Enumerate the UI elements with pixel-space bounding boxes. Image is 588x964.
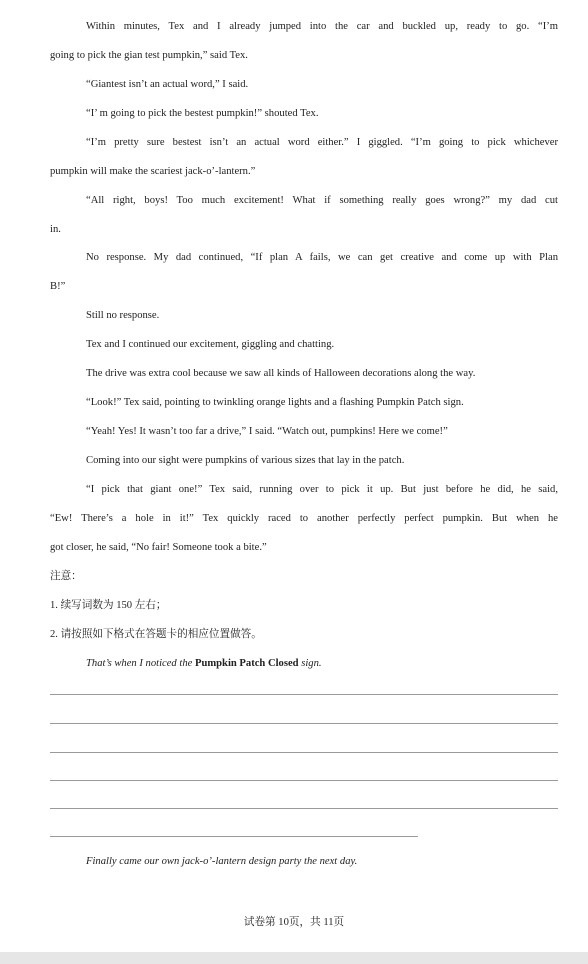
story-line: Tex and I continued our excitement, giggling and chatting. xyxy=(86,339,335,350)
story-line: pumpkin will make the scariest jack-o’-lantern.” xyxy=(50,166,256,177)
answer-line[interactable] xyxy=(50,808,558,809)
story-line: Within minutes, Tex and I already jumped into the car and buckled up, ready to go. “I’m xyxy=(86,21,558,32)
story-line: “Giantest isn’t an actual word,” I said. xyxy=(86,79,249,90)
story-line: “Yeah! Yes! It wasn’t too far a drive,” I said. “Watch out, pumpkins! Here we come!” xyxy=(86,426,448,437)
prompt-text: That’s when I noticed the xyxy=(86,658,195,669)
prompt-text: sign. xyxy=(298,658,322,669)
continuation-prompt-1 xyxy=(86,657,322,671)
answer-line[interactable] xyxy=(50,694,558,695)
story-line: Still no response. xyxy=(86,310,160,321)
notes-heading: 注意： xyxy=(50,571,82,582)
story-line: got closer, he said, “No fair! Someone took a bite.” xyxy=(50,542,267,553)
story-line: “Look!” Tex said, pointing to twinkling orange lights and a flashing Pumpkin Patch sign. xyxy=(86,397,464,408)
story-line: The drive was extra cool because we saw all kinds of Halloween decorations along the way. xyxy=(86,368,476,379)
story-line: “I pick that giant one!” Tex said, running over to pick it up. But just before he did, he said, xyxy=(86,484,558,495)
story-line: B!” xyxy=(50,281,66,292)
story-line: Coming into our sight were pumpkins of various sizes that lay in the patch. xyxy=(86,455,405,466)
page-footer: 试卷第 10页，共 11页 xyxy=(243,917,345,928)
story-line: No response. My dad continued, “If plan A fails, we can get creative and come up with Plan xyxy=(86,252,558,263)
story-line: “I’ m going to pick the bestest pumpkin!” shouted Tex. xyxy=(86,108,319,119)
answer-line[interactable] xyxy=(50,752,558,753)
story-line: “Ew! There’s a hole in it!” Tex quickly raced to another perfectly perfect pumpkin. But when he xyxy=(50,513,558,524)
continuation-prompt-2: Finally came our own jack-o’-lantern design party the next day. xyxy=(86,856,358,867)
prompt-sign-name: Pumpkin Patch Closed xyxy=(194,658,299,669)
story-line: in. xyxy=(50,224,61,235)
answer-line[interactable] xyxy=(50,836,418,837)
answer-line[interactable] xyxy=(50,723,558,724)
story-line: “I’m pretty sure bestest isn’t an actual word either.” I giggled. “I’m going to pick whichever xyxy=(86,137,558,148)
viewer-bottom-strip xyxy=(0,952,588,964)
note-item: 1. 续写词数为 150 左右； xyxy=(50,600,167,611)
answer-line[interactable] xyxy=(50,780,558,781)
note-item: 2. 请按照如下格式在答题卡的相应位置做答。 xyxy=(50,629,262,640)
story-line: going to pick the gian test pumpkin,” said Tex. xyxy=(50,50,248,61)
story-line: “All right, boys! Too much excitement! What if something really goes wrong?” my dad cut xyxy=(86,195,558,206)
